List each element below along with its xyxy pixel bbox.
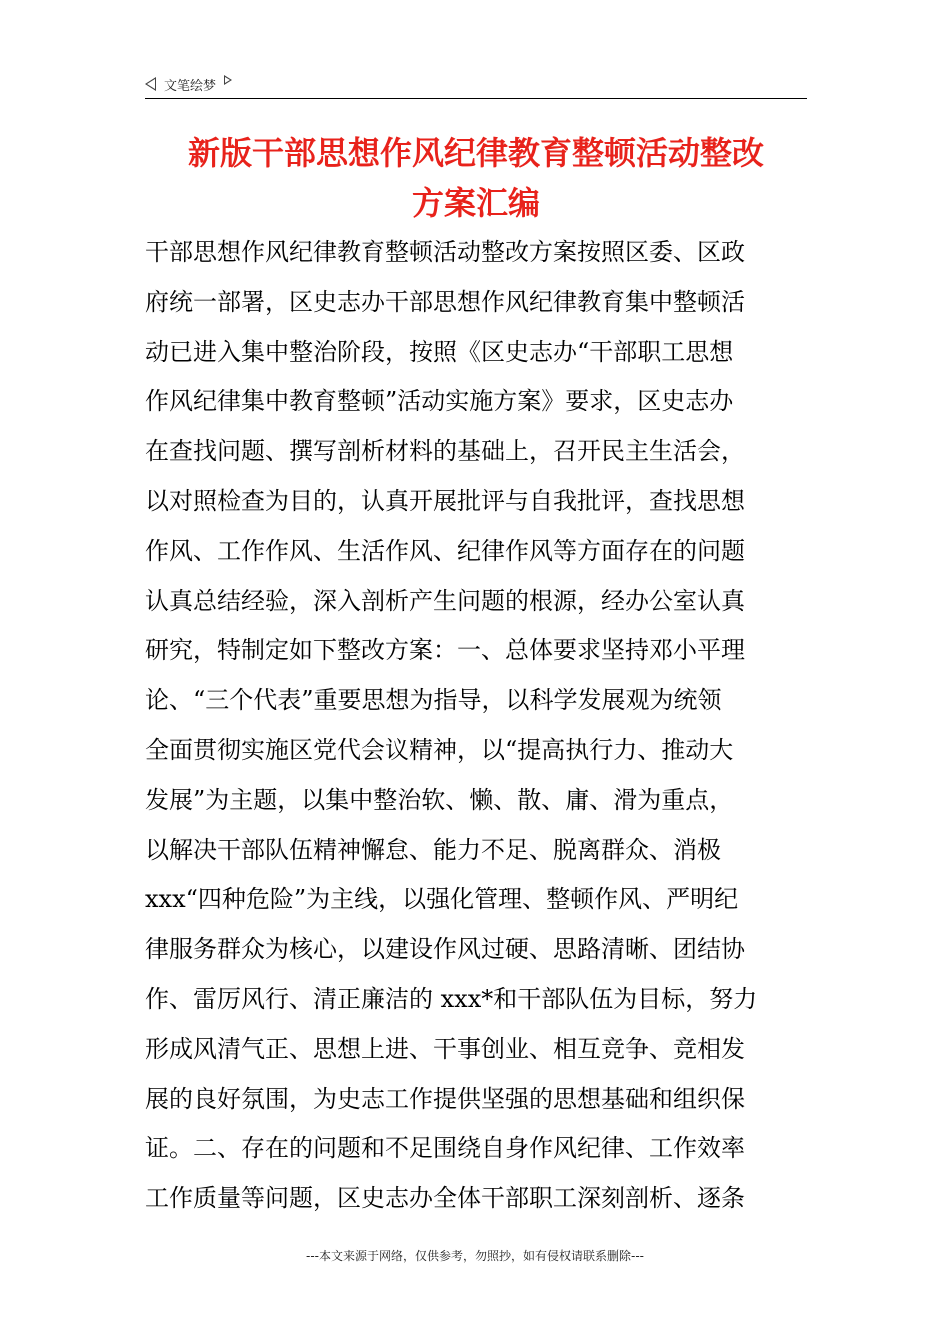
header-brand: 文笔绘梦	[164, 78, 217, 94]
title-line-2: 方案汇编	[411, 184, 540, 222]
document-title	[120, 128, 832, 228]
body-line: 律服务群众为核心，以建设作风过硬、思路清晰、团结协	[145, 935, 745, 964]
body-line: 作风、工作作风、生活作风、纪律作风等方面存在的问题	[145, 536, 745, 565]
body-line: 动已进入集中整治阶段，按照《区史志办“干部职工思想	[145, 337, 734, 366]
document-body	[145, 228, 807, 1224]
header-divider	[145, 98, 807, 99]
triangle-left-icon	[145, 77, 156, 91]
body-line: 府统一部署，区史志办干部思想作风纪律教育集中整顿活	[145, 287, 745, 316]
body-line: 论、“三个代表”重要思想为指导，以科学发展观为统领	[145, 686, 722, 715]
body-line: 作风纪律集中教育整顿”活动实施方案》要求，区史志办	[145, 387, 734, 416]
document-header	[145, 70, 807, 98]
body-line: 形成风清气正、思想上进、干事创业、相互竞争、竞相发	[145, 1034, 745, 1063]
triangle-right-icon	[224, 75, 232, 85]
body-line: 发展”为主题，以集中整治软、懒、散、庸、滑为重点，	[145, 785, 734, 814]
title-line-1: 新版干部思想作风纪律教育整顿活动整改	[187, 134, 764, 172]
body-line: 全面贯彻实施区党代会议精神，以“提高执行力、推动大	[145, 735, 734, 764]
body-line: 以解决干部队伍精神懈怠、能力不足、脱离群众、消极	[145, 835, 721, 864]
footer-notice: ---本文来源于网络，仅供参考，勿照抄，如有侵权请联系删除---	[306, 1249, 644, 1263]
body-line: 认真总结经验，深入剖析产生问题的根源，经办公室认真	[145, 586, 745, 615]
body-line: 展的良好氛围，为史志工作提供坚强的思想基础和组织保	[145, 1084, 745, 1113]
body-line: 干部思想作风纪律教育整顿活动整改方案按照区委、区政	[145, 238, 745, 266]
body-line: 证。二、存在的问题和不足围绕自身作风纪律、工作效率	[145, 1134, 745, 1163]
body-line: 在查找问题、撰写剖析材料的基础上，召开民主生活会，	[145, 437, 745, 466]
body-line: 以对照检查为目的，认真开展批评与自我批评，查找思想	[145, 486, 745, 515]
body-line: 工作质量等问题，区史志办全体干部职工深刻剖析、逐条	[145, 1184, 745, 1213]
body-line: 作、雷厉风行、清正廉洁的 xxx*和干部队伍为目标，努力	[145, 984, 758, 1013]
body-line: 研究，特制定如下整改方案：一、总体要求坚持邓小平理	[145, 636, 745, 665]
body-line: xxx“四种危险”为主线，以强化管理、整顿作风、严明纪	[145, 885, 739, 914]
